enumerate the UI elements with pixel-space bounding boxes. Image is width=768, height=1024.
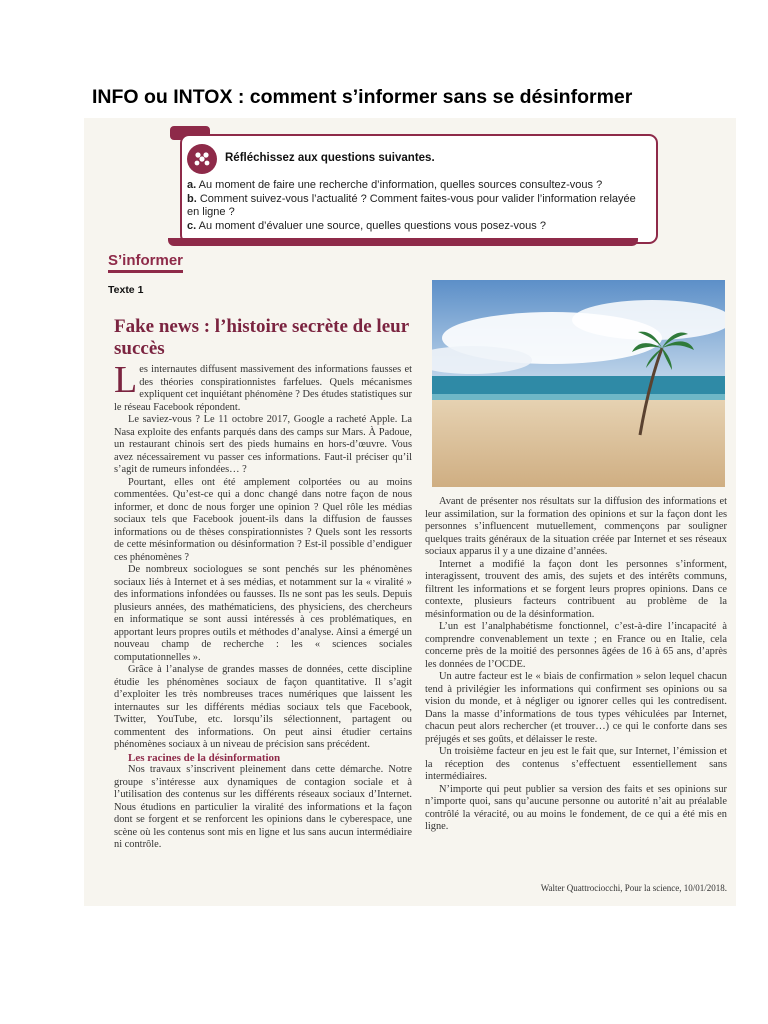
article-column-right [425, 496, 727, 834]
article-paragraph: N’importe qui peut publier sa version des faits et ses opinions sur n’importe quoi, sans qu’aucune personne ou autorité n’ait au préalable contrôlé la véracité, ou au moins le fondement, de ce qui a été mis en ligne. [425, 783, 727, 832]
article-paragraph: De nombreux sociologues se sont penchés sur les phénomènes sociaux liés à Internet et à ses médias, et notamment sur la « viralité » des informations infondées ou fausses. Ils ne sont pas les seuls. Depuis plusieurs années, des mathématiciens, des physiciens, des chercheurs en informatique se sont aussi intéressés à ces problématiques, en apportant leurs propres outils et méthodes d’analyse. Ainsi a émergé un nouveau champ de recherche : les « sciences sociales computationnelles ». [114, 564, 412, 663]
article-paragraph: Internet a modifié la façon dont les personnes s’informent, interagissent, trouvent des amis, des sujets et des intérêts communs, filtrent les informations et se forgent leurs propres opinions. Dans ce contexte, plusieurs facteurs contribuent au problème de la mésinformation ou de la désinformation. [425, 558, 727, 620]
article-title: Fake news : l’histoire secrète de leur succès [114, 316, 409, 359]
article-column-left [114, 359, 412, 852]
drop-cap: L [114, 359, 138, 401]
article-lead: es internautes diffusent massivement des informations fausses et des théories conspirationnistes farfelues. Quels mécanismes expliquent cet inquiétant phénomène ? Des études statistiques sur le réseau Facebook répondent. [114, 364, 412, 413]
article-paragraph: Grâce à l’analyse de grandes masses de données, cette discipline étudie les phénomènes sociaux de façon quantitative. Il s’agit d’exploiter les très nombreuses traces numériques que laissent les internautes sur les différents médias sociaux tels que Facebook, Twitter, YouTube, etc. lorsqu’ils sélectionnent, partagent ou commentent des informations. On peut ainsi étudier certains phénomènes sociaux à un niveau de précision sans précédent. [114, 664, 412, 750]
question-letter: b. [187, 192, 197, 205]
document-title: INFO ou INTOX : comment s’informer sans se désinformer [92, 86, 633, 108]
article-paragraph: Avant de présenter nos résultats sur la diffusion des informations et leur assimilation, sur la formation des opinions et sur la façon dont les personnes s’influencent mutuellement, commençons par souligner quelques traits généraux de la situation créée par Internet et ses réseaux sociaux apparus il y a une dizaine d’années. [425, 496, 727, 557]
question-text: Comment suivez-vous l’actualité ? Comment faites-vous pour valider l’information relayée en ligne ? [187, 192, 636, 218]
question-item [187, 220, 647, 234]
article-subhead: Les racines de la désinformation [128, 751, 281, 764]
section-title: S’informer [108, 252, 183, 273]
article-paragraph: Pourtant, elles ont été amplement colportées ou au moins commentées. Qu’est-ce qui a donc changé dans notre façon de nous informer, et donc de nous forger une opinion ? Quel rôle les médias sociaux tels que Facebook jouent-ils dans la diffusion de fausses informations ou de thèses conspirationnistes ? Quels sont les ressorts de cette mésinformation ou désinformation ? Est-il possible d’endiguer ces phénomènes ? [114, 476, 412, 563]
question-item [187, 193, 647, 220]
article-paragraph: Le saviez-vous ? Le 11 octobre 2017, Google a racheté Apple. La Nasa exploite des enfants parqués dans des camps sur Mars. À Padoue, un restaurant chinois sert des pieds humains en hors-d’œuvre. Vous avez nécessairement vu passer ces informations. Faut-il préciser qu’il s’agit de rumeurs infondées… ? [114, 414, 412, 475]
article-paragraph: Nos travaux s’inscrivent pleinement dans cette démarche. Notre groupe s’intéresse aux dynamiques de contagion sociale et à l’utilisation des contenus sur les différents réseaux sociaux d’Internet. Nous étudions en particulier la viralité des informations et la façon dont se forgent et se renforcent les opinions dans le cyberespace, une scène où les contenus sont mis en ligne et lus sans aucun intermédiaire ni contrôle. [114, 764, 412, 850]
question-text: Au moment d’évaluer une source, quelles questions vous posez-vous ? [198, 219, 546, 232]
texte-label: Texte 1 [108, 284, 144, 296]
question-letter: c. [187, 219, 197, 232]
question-item [187, 179, 647, 193]
question-box-shadow [168, 238, 638, 246]
article-paragraph: Un troisième facteur en jeu est le fait que, sur Internet, l’émission et la réception des contenus s’effectuent essentiellement sans intermédiaires. [425, 746, 727, 782]
questions-heading: Réfléchissez aux questions suivantes. [225, 152, 435, 164]
people-group-icon [187, 144, 217, 174]
article-paragraph: Un autre facteur est le « biais de confirmation » selon lequel chacun tend à privilégier les informations qui confirment ses opinions ou sa vision du monde, et à négliger ou ignorer celles qui les contredisent. Dans la masse d’informations de tous types véhiculées par Internet, chacun peut alors rechercher (et trouver…) ce qui le conforte dans ses préjugés et ses goûts, et délaisser le reste. [425, 671, 727, 745]
article-source: Walter Quattrociocchi, Pour la science, 10/01/2018. [540, 883, 727, 893]
article-paragraph [114, 359, 412, 414]
question-letter: a. [187, 179, 197, 191]
question-text: Au moment de faire une recherche d’information, quelles sources consultez-vous ? [198, 179, 603, 191]
article-paragraph: L’un est l’analphabétisme fonctionnel, c’est-à-dire l’incapacité à comprendre convenablement un texte ; en France ou en Italie, cela concerne près de la moitié des personnes âgées de 16 à 65 ans, d’après les données de l’OCDE. [425, 621, 727, 670]
question-list [187, 179, 647, 233]
beach-palm-photo [432, 280, 725, 487]
